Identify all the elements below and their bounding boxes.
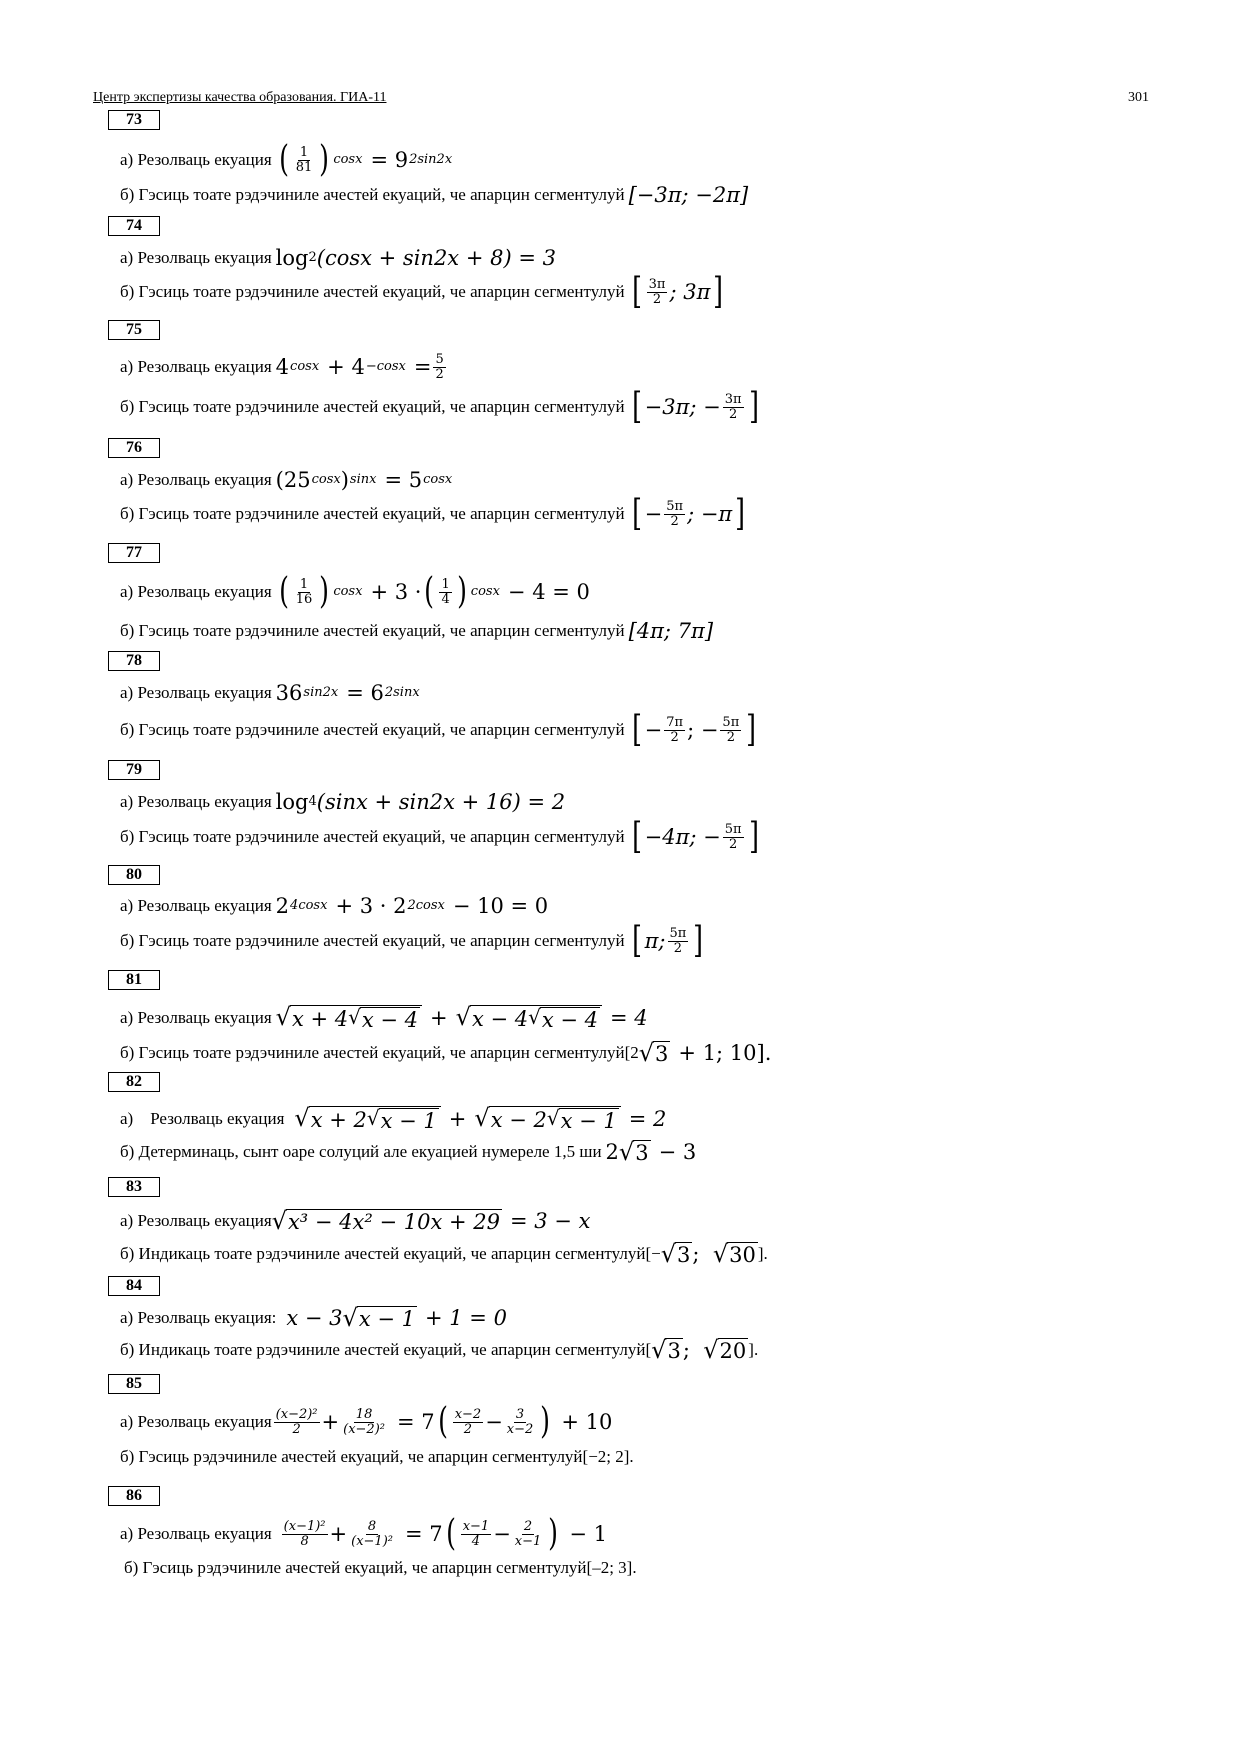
problem-number: 85: [108, 1374, 160, 1394]
problem-79-b: [120, 817, 762, 857]
task-label: б) Гэсиць тоате рэдэчиниле ачестей екуаций, че апарцин сегментулуй: [120, 1043, 625, 1062]
interval: [–2; 3].: [586, 1558, 637, 1577]
problem-86-b: [124, 1548, 637, 1588]
equation: √ x + 2 √ x − 1 + √ x − 2 √ x − 1 = 2: [294, 1104, 667, 1133]
task-label: б) Гэсиць тоате рэдэчиниле ачестей екуаций, че апарцин сегментулуй: [120, 621, 625, 640]
interval: [−3π; −2π]: [628, 183, 749, 207]
task-label: а) Резолваць екуация: [120, 896, 272, 915]
problem-number: 75: [108, 320, 160, 340]
task-label: б) Индикаць тоате рэдэчиниле ачестей екуаций, че апарцин сегментулуй: [120, 1244, 646, 1263]
task-label: а) Резолваць екуация: [120, 150, 272, 169]
equation: √ x³ − 4x² − 10x + 29 = 3 − x: [271, 1207, 591, 1235]
equation: x − 3 √ x − 1 + 1 = 0: [286, 1304, 507, 1332]
task-label: а) Резолваць екуация: [120, 248, 272, 267]
problem-85-b: [120, 1437, 634, 1477]
problem-73-b: [120, 175, 748, 215]
task-label: б) Гэсиць тоате рэдэчиниле ачестей екуаций, че апарцин сегментулуй: [120, 185, 625, 204]
interval: [ −4π; − $\frac{5\pi}{2}$ ]: [631, 816, 759, 857]
problem-81-a: [120, 998, 648, 1038]
equation: 4 cosx + 4 −cosx = $\frac{5}{2}$: [275, 351, 444, 382]
problem-75-b: [120, 387, 762, 427]
equation: 36 sin2x = 6 2sinx: [275, 681, 420, 705]
interval: [ −3π; − $\frac{3\pi}{2}$ ]: [631, 386, 759, 427]
interval: [ π; $\frac{5\pi}{2}$ ]: [631, 920, 704, 961]
problem-73-a: [120, 140, 452, 180]
problem-number: 83: [108, 1177, 160, 1197]
task-label: б) Гэсиць тоате рэдэчиниле ачестей екуаций, че апарцин сегментулуй: [120, 931, 625, 950]
task-label: а) Резолваць екуация: [120, 792, 272, 811]
interval: [ − $\frac{5\pi}{2}$ ; −π ]: [631, 493, 746, 534]
problem-number: 79: [108, 760, 160, 780]
equation: √ x + 4 √ x − 4 + √ x − 4 √ x − 4 = 4: [275, 1003, 648, 1032]
equation: 2 4cosx + 3 · 2 2cosx − 10 = 0: [275, 894, 549, 918]
problem-77-a: [120, 572, 590, 612]
problem-number: 81: [108, 970, 160, 990]
header-title: Центр экспертизы качества образования. ГИА-11: [93, 90, 387, 105]
problem-number: 77: [108, 543, 160, 563]
task-label: а) Резолваць екуация: [120, 582, 272, 601]
interval: √ 3 + 1; 10].: [638, 1039, 772, 1067]
page-number: 301: [1128, 90, 1149, 105]
equation: $\frac{\text{(x−2)²}}{2}$ + $\frac{18}{\text{(x−2)²}}$ = 7 ( $\frac{x-2}{2}$ − $\frac{3}{x-2}$ ) + 10: [275, 1401, 613, 1442]
task-label: б) Гэсиць рэдэчиниле ачестей екуаций, че апарцин сегментулуй: [124, 1558, 587, 1577]
problem-78-b: [120, 710, 759, 750]
equation: log 4 (sinx + sin2x + 16) = 2: [275, 790, 566, 814]
task-label: б) Гэсиць рэдэчиниле ачестей екуаций, че апарцин сегментулуй: [120, 1447, 583, 1466]
task-label: б) Индикаць тоате рэдэчиниле ачестей екуаций, че апарцин сегментулуй: [120, 1340, 646, 1359]
problem-number: 76: [108, 438, 160, 458]
interval: [−2; 2].: [582, 1447, 634, 1466]
equation: (25 cosx ) sinx = 5 cosx: [275, 468, 453, 492]
task-label: а) Резолваць екуация: [120, 1109, 285, 1128]
task-label: а) Резолваць екуация:: [120, 1308, 277, 1327]
problem-83-b: б) Индикаць тоате рэдэчиниле ачестей екуаций, че апарцин сегментулуй [− √ 3 ; √ 30 ].: [120, 1240, 768, 1268]
task-label: б) Гэсиць тоате рэдэчиниле ачестей екуаций, че апарцин сегментулуй: [120, 282, 625, 301]
problem-number: 86: [108, 1486, 160, 1506]
interval: [ − $\frac{7\pi}{2}$ ; − $\frac{5\pi}{2}$ ]: [631, 709, 757, 750]
task-label: а) Резолваць екуация: [120, 1524, 272, 1543]
problem-76-b: [120, 494, 748, 534]
problem-74-b: [120, 272, 726, 312]
problem-number: 82: [108, 1072, 160, 1092]
problem-79-a: [120, 782, 565, 822]
problem-number: 73: [108, 110, 160, 130]
task-label: а) Резолваць екуация: [120, 1008, 272, 1027]
equation: ( $\frac{1}{16}$ ) cosx + 3 · ( $\frac{1}{4}$ ) cosx − 4 = 0: [278, 571, 590, 612]
equation: log 2 (cosx + sin2x + 8) = 3: [275, 246, 556, 270]
problem-number: 84: [108, 1276, 160, 1296]
problem-78-a: [120, 673, 420, 713]
task-label: а) Резолваць екуация: [120, 683, 272, 702]
task-label: а) Резолваць екуация: [120, 357, 272, 376]
interval: √ 3 ; √ 30: [660, 1240, 756, 1268]
task-label: а) Резолваць екуация: [120, 1412, 272, 1431]
problem-80-b: [120, 921, 706, 961]
problem-75-a: [120, 347, 448, 387]
problem-80-a: [120, 886, 548, 926]
values: 2 √ 3 − 3: [605, 1138, 697, 1166]
problem-81-b: б) Гэсиць тоате рэдэчиниле ачестей екуаций, че апарцин сегментулуй [2 √ 3 + 1; 10].: [120, 1039, 772, 1067]
problem-number: 74: [108, 216, 160, 236]
problem-85-a: [120, 1402, 612, 1442]
task-label: б) Гэсиць тоате рэдэчиниле ачестей екуаций, че апарцин сегментулуй: [120, 827, 625, 846]
equation: ( $\frac{1}{81}$ ) cosx = 9 2sin2x: [278, 139, 453, 180]
task-label: б) Гэсиць тоате рэдэчиниле ачестей екуаций, че апарцин сегментулуй: [120, 720, 625, 739]
task-label: а) Резолваць екуация: [120, 1211, 272, 1230]
problem-number: 78: [108, 651, 160, 671]
task-label: а) Резолваць екуация: [120, 470, 272, 489]
problem-82-b: [120, 1132, 696, 1172]
task-label: б) Гэсиць тоате рэдэчиниле ачестей екуаций, че апарцин сегментулуй: [120, 504, 625, 523]
problem-84-b: б) Индикаць тоате рэдэчиниле ачестей екуаций, че апарцин сегментулуй [ √ 3 ; √ 20 ].: [120, 1336, 759, 1364]
interval: [ $\frac{3\pi}{2}$ ; 3π ]: [631, 271, 724, 312]
equation: $\frac{\text{(x−1)²}}{8}$ + $\frac{8}{\text{(x−1)²}}$ = 7 ( $\frac{x-1}{4}$ − $\frac{2}{x-1}$ ) − 1: [283, 1513, 607, 1554]
interval: [4π; 7π]: [628, 619, 714, 643]
interval: √ 3 ; √ 20: [651, 1336, 747, 1364]
task-label: б) Гэсиць тоате рэдэчиниле ачестей екуаций, че апарцин сегментулуй: [120, 397, 625, 416]
task-label: б) Детерминаць, сынт оаре солуций але екуацией нумереле 1,5 ши: [120, 1142, 602, 1161]
problem-77-b: [120, 611, 713, 651]
problem-number: 80: [108, 865, 160, 885]
